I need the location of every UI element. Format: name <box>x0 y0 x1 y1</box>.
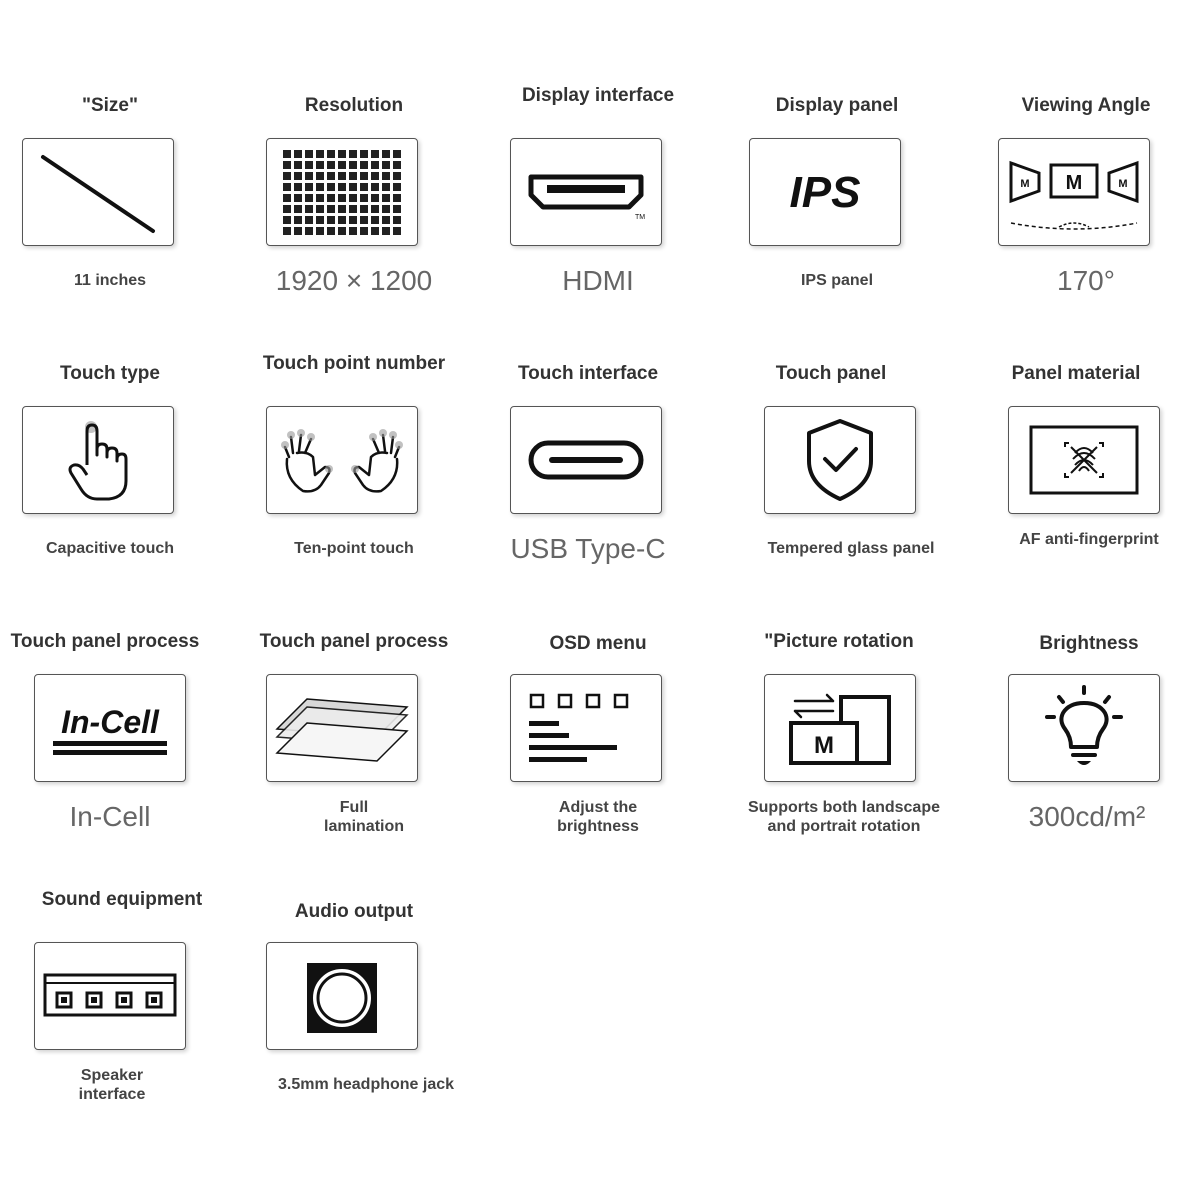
spec-label: Sound equipment <box>41 889 203 910</box>
pixel-cell <box>316 183 324 191</box>
pixel-cell <box>283 183 291 191</box>
spec-value: In-Cell <box>69 801 151 832</box>
pixel-cell <box>360 161 368 169</box>
pixel-cell <box>349 172 357 180</box>
viewing-angle-icon-text: M <box>1065 172 1083 194</box>
pixel-cell <box>349 216 357 224</box>
spec-value: Supports both landscape and portrait rotation <box>747 799 940 835</box>
pixel-cell <box>382 194 390 202</box>
pixel-cell <box>283 172 291 180</box>
pixel-cell <box>349 161 357 169</box>
pixel-cell <box>283 150 291 158</box>
pixel-cell <box>360 172 368 180</box>
spec-label: Display interface <box>521 85 675 106</box>
pixel-cell <box>294 172 302 180</box>
pixel-cell <box>393 216 401 224</box>
pixel-cell <box>371 183 379 191</box>
pointing-hand-icon <box>23 407 173 513</box>
pixel-cell <box>371 227 379 235</box>
laminated-layers-icon <box>267 675 417 781</box>
pixel-cell <box>327 194 335 202</box>
pixel-cell <box>349 150 357 158</box>
icon-tile <box>1008 406 1160 514</box>
spec-value: 11 inches <box>73 272 147 289</box>
spec-value: Full lamination <box>324 799 405 835</box>
ips-icon-text: IPS <box>789 168 861 217</box>
pixel-cell <box>305 161 313 169</box>
pixel-cell <box>316 172 324 180</box>
pixel-cell <box>393 161 401 169</box>
rotation-icon-text: M <box>814 732 834 759</box>
viewing-angle-icon <box>999 139 1149 245</box>
spec-label: Touch panel <box>775 363 887 384</box>
spec-value: Speaker interface <box>78 1067 146 1103</box>
pixel-cell <box>327 172 335 180</box>
pixel-cell <box>371 205 379 213</box>
pixel-cell <box>327 161 335 169</box>
pixel-cell <box>327 216 335 224</box>
pixel-cell <box>283 216 291 224</box>
pixel-cell <box>360 216 368 224</box>
pixel-cell <box>371 194 379 202</box>
osd-menu-icon <box>511 675 661 781</box>
spec-value: Adjust the brightness <box>557 799 639 835</box>
pixel-cell <box>294 205 302 213</box>
pixel-cell <box>305 194 313 202</box>
in-cell-icon <box>35 675 185 781</box>
pixel-cell <box>305 216 313 224</box>
pixel-cell <box>327 150 335 158</box>
ips-icon <box>750 139 900 245</box>
pixel-cell <box>371 172 379 180</box>
icon-tile <box>510 138 662 246</box>
pixel-cell <box>382 172 390 180</box>
fingerprint-scan-icon <box>1009 407 1159 513</box>
pixel-cell <box>349 227 357 235</box>
spec-value: 300cd/m² <box>1028 801 1146 832</box>
icon-tile <box>764 406 916 514</box>
headphone-jack-icon <box>267 943 417 1049</box>
pixel-cell <box>305 227 313 235</box>
diagonal-line-icon <box>23 139 173 245</box>
icon-tile <box>34 674 186 782</box>
shield-check-icon <box>765 407 915 513</box>
icon-tile <box>998 138 1150 246</box>
icon-tile <box>34 942 186 1050</box>
icon-tile <box>510 674 662 782</box>
spec-label: Touch panel process <box>10 631 200 652</box>
icon-tile <box>22 138 174 246</box>
pixel-cell <box>294 183 302 191</box>
icon-tile <box>266 138 418 246</box>
pixel-cell <box>360 194 368 202</box>
spec-label: Display panel <box>775 95 899 116</box>
pixel-cell <box>338 150 346 158</box>
svg-text:TM: TM <box>635 214 646 221</box>
pixel-cell <box>349 205 357 213</box>
pixel-cell <box>371 150 379 158</box>
pixel-cell <box>393 183 401 191</box>
pixel-cell <box>338 172 346 180</box>
pixel-cell <box>382 227 390 235</box>
pixel-cell <box>316 194 324 202</box>
pixel-cell <box>393 194 401 202</box>
spec-label: Touch type <box>60 363 160 384</box>
pixel-cell <box>393 172 401 180</box>
in-cell-icon-text: In-Cell <box>61 704 159 740</box>
spec-label: Touch point number <box>262 353 446 374</box>
pixel-cell <box>316 150 324 158</box>
pixel-cell <box>294 216 302 224</box>
spec-value: 3.5mm headphone jack <box>277 1076 455 1093</box>
pixel-cell <box>338 194 346 202</box>
usb-c-port-icon <box>511 407 661 513</box>
spec-label: Touch panel process <box>259 631 449 652</box>
spec-label: Viewing Angle <box>1021 95 1151 116</box>
svg-text:M: M <box>1020 178 1030 190</box>
two-hands-icon <box>267 407 417 513</box>
lightbulb-icon <box>1009 675 1159 781</box>
pixel-cell <box>349 183 357 191</box>
spec-label: Panel material <box>1011 363 1141 384</box>
spec-value: 1920 × 1200 <box>275 265 433 296</box>
pixel-cell <box>294 150 302 158</box>
spec-value: Tempered glass panel <box>767 540 935 557</box>
spec-label: Touch interface <box>517 363 659 384</box>
pixel-cell <box>305 150 313 158</box>
pixel-cell <box>283 194 291 202</box>
icon-tile <box>1008 674 1160 782</box>
pixel-cell <box>294 194 302 202</box>
pixel-cell <box>316 227 324 235</box>
pixel-cell <box>382 205 390 213</box>
speaker-strip-icon <box>35 943 185 1049</box>
pixel-cell <box>316 216 324 224</box>
pixel-cell <box>316 205 324 213</box>
pixel-cell <box>327 227 335 235</box>
pixel-cell <box>382 216 390 224</box>
svg-text:M: M <box>1118 178 1128 190</box>
pixel-cell <box>327 183 335 191</box>
pixel-cell <box>360 183 368 191</box>
spec-label: Brightness <box>1039 633 1139 654</box>
pixel-cell <box>294 161 302 169</box>
pixel-cell <box>283 205 291 213</box>
spec-label: Audio output <box>294 901 414 922</box>
icon-tile <box>510 406 662 514</box>
pixel-cell <box>360 150 368 158</box>
icon-tile <box>764 674 916 782</box>
icon-tile <box>22 406 174 514</box>
pixel-cell <box>338 216 346 224</box>
spec-value: 170° <box>1057 265 1115 296</box>
spec-value: USB Type-C <box>510 533 666 564</box>
spec-label: "Size" <box>81 95 139 116</box>
pixel-cell <box>371 216 379 224</box>
rotation-icon <box>765 675 915 781</box>
pixel-cell <box>393 150 401 158</box>
icon-tile <box>749 138 901 246</box>
icon-tile <box>266 406 418 514</box>
hdmi-port-icon <box>511 139 661 245</box>
pixel-cell <box>327 205 335 213</box>
pixel-cell <box>360 205 368 213</box>
pixel-cell <box>338 205 346 213</box>
pixel-cell <box>382 183 390 191</box>
pixel-cell <box>371 161 379 169</box>
pixel-cell <box>338 227 346 235</box>
pixel-cell <box>305 205 313 213</box>
spec-label: "Picture rotation <box>764 631 914 652</box>
pixel-cell <box>393 227 401 235</box>
pixel-cell <box>349 194 357 202</box>
pixel-cell <box>294 227 302 235</box>
pixel-cell <box>393 205 401 213</box>
spec-value: Capacitive touch <box>45 540 175 557</box>
pixel-grid-icon <box>277 144 407 240</box>
pixel-cell <box>382 150 390 158</box>
spec-value: AF anti-fingerprint <box>1019 531 1159 548</box>
pixel-cell <box>360 227 368 235</box>
pixel-cell <box>283 227 291 235</box>
pixel-cell <box>305 183 313 191</box>
pixel-cell <box>338 161 346 169</box>
icon-tile <box>266 674 418 782</box>
spec-value: HDMI <box>562 265 634 296</box>
spec-value: IPS panel <box>800 272 874 289</box>
icon-tile <box>266 942 418 1050</box>
spec-label: Resolution <box>304 95 404 116</box>
spec-label: OSD menu <box>549 633 647 654</box>
pixel-cell <box>338 183 346 191</box>
spec-value: Ten-point touch <box>294 540 414 557</box>
pixel-cell <box>305 172 313 180</box>
pixel-cell <box>283 161 291 169</box>
pixel-cell <box>382 161 390 169</box>
pixel-cell <box>316 161 324 169</box>
